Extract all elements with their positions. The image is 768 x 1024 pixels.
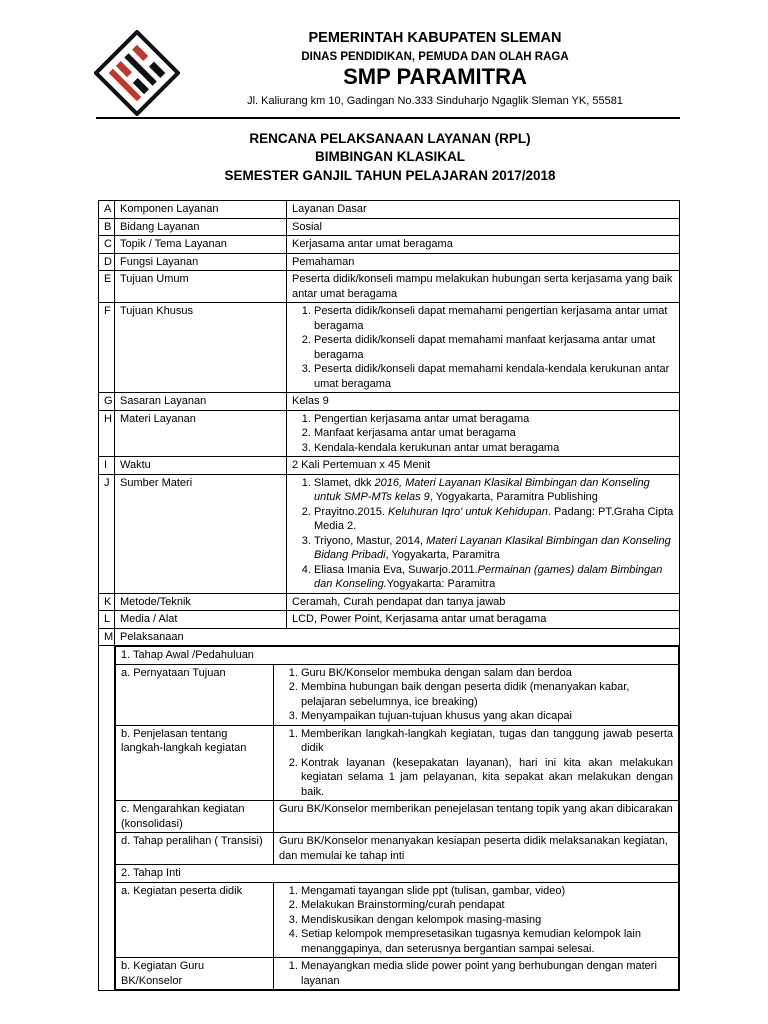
source-item: 4. Eliasa Imania Eva, Suwarjo.2011.Permainan (games) dalam Bimbingan dan Konseling.Yogyakarta: Paramitra: [314, 563, 674, 592]
table-row: [99, 611, 680, 629]
row-code: J: [99, 474, 115, 593]
list-item: 3. Kendala-kendala kerukunan antar umat beragama: [314, 441, 674, 456]
header-department: DINAS PENDIDIKAN, PEMUDA DAN OLAH RAGA: [301, 51, 569, 63]
row-code: K: [99, 593, 115, 611]
table-row: [116, 801, 679, 833]
row-code: A: [99, 201, 115, 219]
row-label: Topik / Tema Layanan: [115, 236, 287, 254]
table-row: [116, 725, 679, 801]
row-label: Komponen Layanan: [115, 201, 287, 219]
row-code: H: [99, 410, 115, 457]
row-code: C: [99, 236, 115, 254]
row-label: Metode/Teknik: [115, 593, 287, 611]
step-content: [274, 725, 679, 801]
row-value: Pemahaman: [287, 253, 680, 271]
list-item: 3. Mendiskusikan dengan kelompok masing-masing: [301, 913, 673, 928]
row-value: Layanan Dasar: [287, 201, 680, 219]
step-label: b. Kegiatan Guru BK/Konselor: [116, 958, 274, 990]
row-code: M: [99, 628, 115, 646]
row-value: [287, 303, 680, 393]
header-government: PEMERINTAH KABUPATEN SLEMAN: [308, 30, 562, 46]
source-item: 1. Slamet, dkk 2016, Materi Layanan Klasikal Bimbingan dan Konseling untuk SMP-MTs kelas 9, Yogyakarta, Paramitra Publishing: [314, 476, 674, 505]
list-item: 2. Manfaat kerjasama antar umat beragama: [314, 426, 674, 441]
list-item: 4. Setiap kelompok mempresetasikan tugasnya kemudian kelompok lain menanggapinya, dan seterusnya bergantian sampai selesai.: [301, 927, 673, 956]
step-label: a. Kegiatan peserta didik: [116, 882, 274, 958]
step-content: [274, 882, 679, 958]
doc-subtitle: BIMBINGAN KLASIKAL: [315, 149, 465, 164]
row-label: Pelaksanaan: [115, 628, 680, 646]
school-logo: [94, 30, 180, 116]
row-code: B: [99, 218, 115, 236]
header-school-name: SMP PARAMITRA: [343, 64, 527, 89]
list-item: 2. Melakukan Brainstorming/curah pendapat: [301, 898, 673, 913]
doc-title: RENCANA PELAKSANAAN LAYANAN (RPL): [249, 131, 531, 146]
row-value: Sosial: [287, 218, 680, 236]
doc-semester: SEMESTER GANJIL TAHUN PELAJARAN 2017/2018: [224, 168, 556, 183]
list-item: 1. Mengamati tayangan slide ppt (tulisan, gambar, video): [301, 884, 673, 899]
row-value: Ceramah, Curah pendapat dan tanya jawab: [287, 593, 680, 611]
step-content: Guru BK/Konselor memberikan penejelasan tentang topik yang akan dibicarakan: [274, 801, 679, 833]
table-row: [99, 593, 680, 611]
row-label: Tujuan Umum: [115, 271, 287, 303]
table-row: [99, 201, 680, 219]
row-value: Peserta didik/konseli mampu melakukan hubungan serta kerjasama yang baik antar umat beragama: [287, 271, 680, 303]
row-value: [287, 474, 680, 593]
row-value: LCD, Power Point, Kerjasama antar umat beragama: [287, 611, 680, 629]
tahap-awal-heading: 1. Tahap Awal /Pedahuluan: [116, 647, 679, 665]
table-row: [99, 271, 680, 303]
list-item: 2. Kontrak layanan (kesepakatan layanan), hari ini kita akan melakukan kegiatan selama 1 jam pelayanan, kita sepakat akan melakukan dengan baik.: [301, 756, 673, 800]
table-row: [99, 474, 680, 593]
table-row: [99, 410, 680, 457]
table-row: [116, 882, 679, 958]
list-item: 3. Menyampaikan tujuan-tujuan khusus yang akan dicapai: [301, 709, 673, 724]
row-label: Sumber Materi: [115, 474, 287, 593]
table-row: [116, 833, 679, 865]
row-value: 2 Kali Pertemuan x 45 Menit: [287, 457, 680, 475]
table-row: [116, 865, 679, 883]
pelaksanaan-table: [115, 646, 679, 990]
step-label: c. Mengarahkan kegiatan (konsolidasi): [116, 801, 274, 833]
pelaksanaan-block: [99, 646, 680, 991]
row-value: Kelas 9: [287, 393, 680, 411]
header-address: Jl. Kaliurang km 10, Gadingan No.333 Sinduharjo Ngaglik Sleman YK, 55581: [247, 95, 623, 107]
table-row: [116, 647, 679, 665]
list-item: 1. Menayangkan media slide power point yang berhubungan dengan materi layanan: [301, 959, 673, 988]
source-item: 3. Triyono, Mastur, 2014, Materi Layanan Klasikal Bimbingan dan Konseling Bidang Pribadi, Yogyakarta, Paramitra: [314, 534, 674, 563]
row-label: Waktu: [115, 457, 287, 475]
step-content: [274, 958, 679, 990]
list-item: 1. Memberikan langkah-langkah kegiatan, tugas dan tanggung jawab peserta didik: [301, 727, 673, 756]
row-label: Sasaran Layanan: [115, 393, 287, 411]
list-item: 1. Guru BK/Konselor membuka dengan salam dan berdoa: [301, 666, 673, 681]
header-divider: [96, 117, 680, 119]
row-code: E: [99, 271, 115, 303]
table-row: [99, 218, 680, 236]
table-row: [116, 958, 679, 990]
table-row: [116, 664, 679, 725]
row-code: G: [99, 393, 115, 411]
table-row: [99, 303, 680, 393]
table-row: [99, 393, 680, 411]
step-content: Guru BK/Konselor menanyakan kesiapan peserta didik melaksanakan kegiatan, dan memulai ke tahap inti: [274, 833, 679, 865]
row-code: I: [99, 457, 115, 475]
row-label: Fungsi Layanan: [115, 253, 287, 271]
row-code: F: [99, 303, 115, 393]
rpl-table: [98, 200, 680, 991]
table-row: [99, 628, 680, 646]
row-value: [287, 410, 680, 457]
step-label: a. Pernyataan Tujuan: [116, 664, 274, 725]
row-code: D: [99, 253, 115, 271]
list-item: 1. Pengertian kerjasama antar umat beragama: [314, 412, 674, 427]
table-row: [99, 236, 680, 254]
row-value: Kerjasama antar umat beragama: [287, 236, 680, 254]
source-item: 2. Prayitno.2015. Keluhuran Iqro' untuk Kehidupan. Padang: PT.Graha Cipta Media 2.: [314, 505, 674, 534]
list-item: 2. Membina hubungan baik dengan peserta didik (menanyakan kabar, pelajaran sebelumnya, ice breaking): [301, 680, 673, 709]
list-item: 1. Peserta didik/konseli dapat memahami pengertian kerjasama antar umat beragama: [314, 304, 674, 333]
row-label: Tujuan Khusus: [115, 303, 287, 393]
tahap-inti-heading: 2. Tahap Inti: [116, 865, 679, 883]
row-code: L: [99, 611, 115, 629]
table-row: [99, 457, 680, 475]
step-label: d. Tahap peralihan ( Transisi): [116, 833, 274, 865]
step-label: b. Penjelasan tentang langkah-langkah kegiatan: [116, 725, 274, 801]
row-label: Materi Layanan: [115, 410, 287, 457]
list-item: 2. Peserta didik/konseli dapat memahami manfaat kerjasama antar umat beragama: [314, 333, 674, 362]
list-item: 3. Peserta didik/konseli dapat memahami kendala-kendala kerukunan antar umat beragama: [314, 362, 674, 391]
table-row: [99, 253, 680, 271]
step-content: [274, 664, 679, 725]
row-label: Media / Alat: [115, 611, 287, 629]
row-label: Bidang Layanan: [115, 218, 287, 236]
